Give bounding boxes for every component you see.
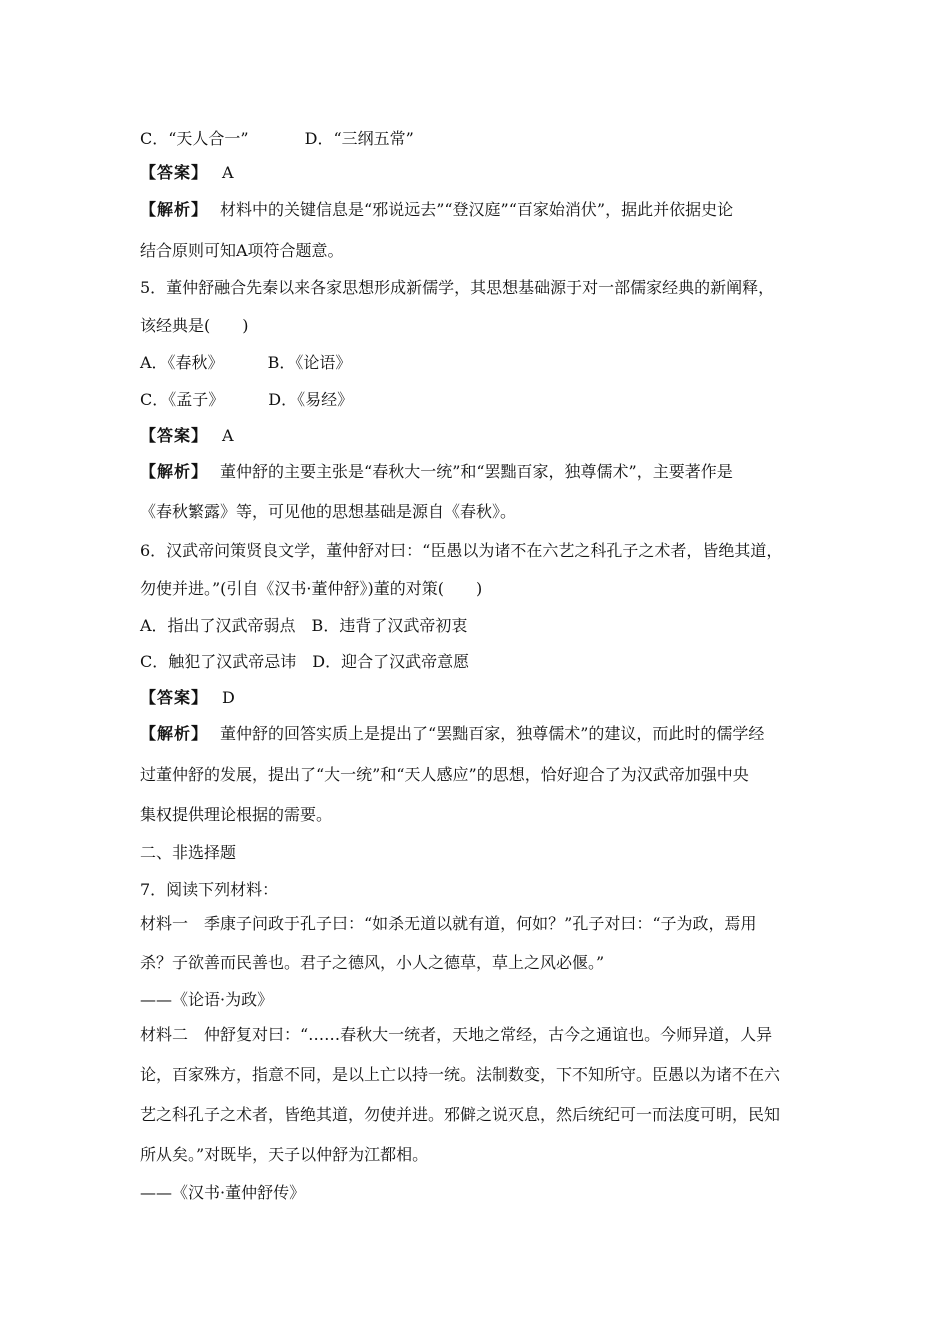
q6-answer: D xyxy=(222,688,235,707)
q5-option-a: A．《春秋》 xyxy=(140,353,224,372)
q5-analysis-line-1 xyxy=(140,461,733,483)
q5-answer: A xyxy=(222,426,234,445)
material2-line-4: 所从矣。”对既毕，天子以仲舒为江都相。 xyxy=(140,1145,429,1164)
answer-tag: 【答案】 xyxy=(140,688,209,707)
answer-tag: 【答案】 xyxy=(140,426,209,445)
material1-source: ——《论语·为政》 xyxy=(140,990,274,1009)
q4-analysis-text-1: 材料中的关键信息是“邪说远去”“登汉庭”“百家始消伏”，据此并依据史论 xyxy=(220,200,734,219)
material2-line-1: 材料二 仲舒复对曰：“……春秋大一统者，天地之常经，古今之通谊也。今师异道，人异 xyxy=(140,1025,773,1044)
analysis-tag: 【解析】 xyxy=(140,724,209,743)
q5-option-d: D．《易经》 xyxy=(268,390,354,409)
q5-analysis-line-2: 《春秋繁露》等，可见他的思想基础是源自《春秋》。 xyxy=(140,502,517,521)
q5-analysis-text-1: 董仲舒的主要主张是“春秋大一统”和“罢黜百家，独尊儒术”，主要著作是 xyxy=(220,462,733,481)
q6-analysis-text-1: 董仲舒的回答实质上是提出了“罢黜百家，独尊儒术”的建议，而此时的儒学经 xyxy=(220,724,765,743)
q4-analysis-line-1 xyxy=(140,199,733,221)
analysis-tag: 【解析】 xyxy=(140,200,209,219)
q4-analysis-line-2: 结合原则可知A项符合题意。 xyxy=(140,241,344,260)
material1-line-2: 杀？子欲善而民善也。君子之德风，小人之德草，草上之风必偃。” xyxy=(140,953,605,972)
q6-analysis-line-2: 过董仲舒的发展，提出了“大一统”和“天人感应”的思想，恰好迎合了为汉武帝加强中央 xyxy=(140,765,749,784)
q6-answer-line xyxy=(140,687,235,709)
q4-answer-line xyxy=(140,162,234,184)
answer-tag: 【答案】 xyxy=(140,163,209,182)
q5-options-line-2 xyxy=(140,389,353,411)
q4-option-d: D．“三纲五常” xyxy=(304,129,414,148)
q6-analysis-line-1 xyxy=(140,723,764,745)
q5-option-c: C．《孟子》 xyxy=(140,390,225,409)
section-title: 二、非选择题 xyxy=(140,843,237,862)
analysis-tag: 【解析】 xyxy=(140,462,209,481)
q6-stem-line-1: 6．汉武帝问策贤良文学，董仲舒对曰：“臣愚以为诸不在六艺之科孔子之术者，皆绝其道， xyxy=(140,541,783,560)
q4-option-c: C．“天人合一” xyxy=(140,129,249,148)
material1-line-1: 材料一 季康子问政于孔子曰：“如杀无道以就有道，何如？”孔子对曰：“子为政，焉用 xyxy=(140,914,757,933)
material2-line-2: 论，百家殊方，指意不同，是以上亡以持一统。法制数变，下不知所守。臣愚以为诸不在六 xyxy=(140,1065,781,1084)
q6-option-line-1: A．指出了汉武帝弱点 B．违背了汉武帝初衷 xyxy=(140,616,468,635)
q5-stem-line-1: 5．董仲舒融合先秦以来各家思想形成新儒学，其思想基础源于对一部儒家经典的新阐释， xyxy=(140,278,775,297)
q5-options-line-1 xyxy=(140,352,351,374)
q7-stem: 7．阅读下列材料： xyxy=(140,880,279,899)
q6-option-line-2: C．触犯了汉武帝忌讳 D．迎合了汉武帝意愿 xyxy=(140,652,470,671)
q4-answer: A xyxy=(222,163,234,182)
material2-source: ——《汉书·董仲舒传》 xyxy=(140,1183,306,1202)
q4-options-line xyxy=(140,128,414,150)
q6-stem-line-2: 勿使并进。”(引自《汉书·董仲舒》)董的对策( ) xyxy=(140,579,483,598)
q5-stem-line-2: 该经典是( ) xyxy=(140,316,249,335)
q5-option-b: B．《论语》 xyxy=(267,353,352,372)
q5-answer-line xyxy=(140,425,234,447)
q6-analysis-line-3: 集权提供理论根据的需要。 xyxy=(140,805,333,824)
material2-line-3: 艺之科孔子之术者，皆绝其道，勿使并进。邪僻之说灭息，然后统纪可一而法度可明，民知 xyxy=(140,1105,781,1124)
